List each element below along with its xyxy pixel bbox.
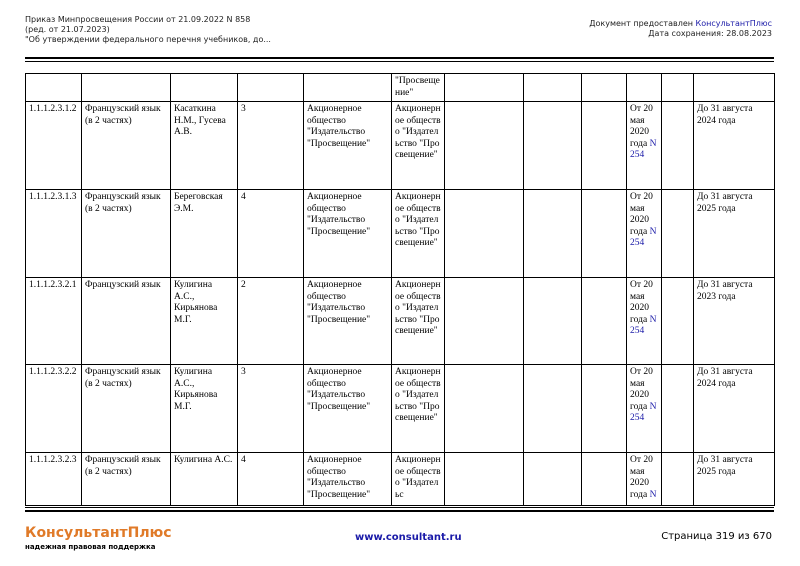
table-row <box>26 453 775 506</box>
order-number-link[interactable]: N 254 <box>630 226 657 248</box>
grade: 3 <box>238 102 304 190</box>
empty-cell <box>582 365 627 453</box>
grade: 2 <box>238 278 304 365</box>
valid-until: До 31 августа 2025 года <box>694 190 775 278</box>
empty-cell <box>662 278 694 365</box>
textbook-title: Французский язык (в 2 частях) <box>82 453 171 506</box>
approval-order <box>627 190 662 278</box>
header-edition: (ред. от 21.07.2023) <box>25 25 110 34</box>
empty-cell <box>582 278 627 365</box>
provided-label: Документ предоставлен <box>589 19 696 28</box>
valid-until: До 31 августа 2025 года <box>694 453 775 506</box>
textbook-code: 1.1.1.2.3.1.3 <box>26 190 82 278</box>
publisher: Акционерное общество "Издательство "Просвещение" <box>304 102 392 190</box>
empty-cell <box>662 365 694 453</box>
empty-cell <box>445 190 524 278</box>
textbook-table <box>25 73 775 506</box>
provider-link[interactable]: КонсультантПлюс <box>695 19 772 28</box>
website-link[interactable]: www.consultant.ru <box>355 532 462 543</box>
empty-cell <box>524 453 582 506</box>
order-number-link[interactable]: N <box>649 489 657 500</box>
textbook-code: 1.1.1.2.3.2.1 <box>26 278 82 365</box>
textbook-title: Французский язык (в 2 частях) <box>82 365 171 453</box>
logo-tagline: надежная правовая поддержка <box>25 543 156 551</box>
table-row <box>26 102 775 190</box>
order-number-link[interactable]: N 254 <box>630 401 657 423</box>
empty-cell <box>662 453 694 506</box>
publisher-short: Акционерное общество "Издательс <box>392 453 445 506</box>
header-divider-thin <box>25 61 774 62</box>
order-date: От 20 мая 2020 года <box>630 367 653 412</box>
save-date: Дата сохранения: 28.08.2023 <box>648 29 772 38</box>
authors: Кулигина А.С., Кирьянова М.Г. <box>171 365 238 453</box>
empty-cell <box>524 190 582 278</box>
header-subject: "Об утверждении федерального перечня учебников, до... <box>25 35 271 44</box>
empty-cell <box>582 453 627 506</box>
authors: Кулигина А.С. <box>171 453 238 506</box>
order-date: От 20 мая 2020 года <box>630 104 653 149</box>
publisher: Акционерное общество "Издательство "Просвещение" <box>304 278 392 365</box>
publisher-short: Акционерное общество "Издательство "Просвещение" <box>392 190 445 278</box>
empty-cell <box>445 102 524 190</box>
empty-cell <box>524 102 582 190</box>
approval-order <box>627 453 662 506</box>
textbook-code: 1.1.1.2.3.1.2 <box>26 102 82 190</box>
publisher: Акционерное общество "Издательство "Просвещение" <box>304 453 392 506</box>
empty-cell <box>524 365 582 453</box>
textbook-title: Французский язык <box>82 278 171 365</box>
textbook-title: Французский язык (в 2 частях) <box>82 102 171 190</box>
empty-cell <box>445 365 524 453</box>
empty-cell <box>445 278 524 365</box>
approval-order <box>627 365 662 453</box>
empty-cell <box>524 278 582 365</box>
publisher-short: Акционерное общество "Издательство "Просвещение" <box>392 365 445 453</box>
publisher: Акционерное общество "Издательство "Просвещение" <box>304 365 392 453</box>
page-number: Страница 319 из 670 <box>661 531 772 542</box>
order-date: От 20 мая 2020 года <box>630 280 653 325</box>
authors: Кулигина А.С., Кирьянова М.Г. <box>171 278 238 365</box>
authors: Береговская Э.М. <box>171 190 238 278</box>
approval-order <box>627 278 662 365</box>
table-row <box>26 365 775 453</box>
table-row <box>26 74 775 102</box>
order-date: От 20 мая 2020 года <box>630 455 653 500</box>
footer-divider-thin <box>25 507 774 508</box>
valid-until: До 31 августа 2024 года <box>694 365 775 453</box>
grade: 4 <box>238 453 304 506</box>
header-order-title: Приказ Минпросвещения России от 21.09.2022 N 858 <box>25 15 251 24</box>
order-number-link[interactable]: N 254 <box>630 138 657 160</box>
empty-cell <box>662 190 694 278</box>
provider-info <box>589 19 772 39</box>
valid-until: До 31 августа 2023 года <box>694 278 775 365</box>
header-divider <box>25 57 774 59</box>
footer-divider <box>25 510 774 512</box>
order-number-link[interactable]: N 254 <box>630 314 657 336</box>
publisher-short: Акционерное общество "Издательство "Просвещение" <box>392 102 445 190</box>
grade: 3 <box>238 365 304 453</box>
consultant-logo: КонсультантПлюс <box>25 525 172 541</box>
publisher: Акционерное общество "Издательство "Просвещение" <box>304 190 392 278</box>
approval-order <box>627 102 662 190</box>
textbook-code: 1.1.1.2.3.2.3 <box>26 453 82 506</box>
publisher-short: Акционерное общество "Издательство "Просвещение" <box>392 278 445 365</box>
textbook-code: 1.1.1.2.3.2.2 <box>26 365 82 453</box>
empty-cell <box>445 453 524 506</box>
empty-cell <box>582 190 627 278</box>
document-header <box>25 15 325 45</box>
valid-until: До 31 августа 2024 года <box>694 102 775 190</box>
empty-cell <box>662 102 694 190</box>
table-row <box>26 190 775 278</box>
grade: 4 <box>238 190 304 278</box>
order-date: От 20 мая 2020 года <box>630 192 653 237</box>
empty-cell <box>582 102 627 190</box>
textbook-title: Французский язык (в 2 частях) <box>82 190 171 278</box>
publisher-continuation: "Просвеще ние" <box>392 74 445 102</box>
authors: Касаткина Н.М., Гусева А.В. <box>171 102 238 190</box>
table-row <box>26 278 775 365</box>
